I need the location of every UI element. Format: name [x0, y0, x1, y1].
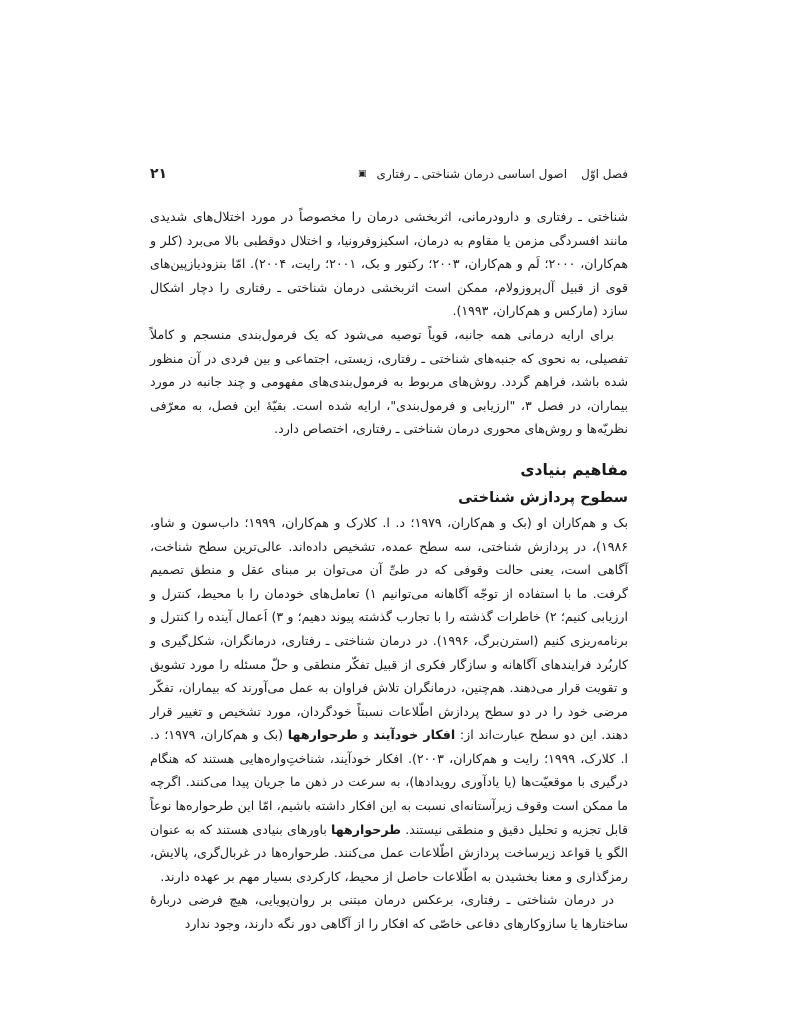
paragraph-4: در درمان شناختی ـ رفتاری، برعکس درمان مبتنی بر روان‌پویایی، هیچ فرضی دربارهٔ ساختارها یا سازوکارهای دفاعی خاصّی که افکار را از آگاهی دور نگه دارند، وجود ندارد: [150, 892, 628, 932]
running-header: [150, 164, 628, 184]
section-heading: مفاهیم بنیادی: [520, 460, 628, 479]
term-schemas-2: طرحوارهها: [331, 821, 402, 837]
conjunction: و: [357, 727, 374, 743]
paragraph-3: [150, 511, 628, 889]
term-automatic-thoughts: افکار خودآیند: [373, 727, 456, 743]
paragraph-2: برای ارایه درمانی همه جانبه، قویاً توصیه می‌شود که یک فرمول‌بندی منسجم و کاملاً تفصیلی، به نحوی که جنبه‌های شناختی ـ رفتاری، زیستی، اجتماعی و بین فردی در آن منظور شده باشد، فراهم گردد. روش‌های مربوط به فرمول‌بندی‌های مفهومی و چند جانبه در مورد بیماران، در فصل ۳، "ارزیابی و فرمول‌بندی"، ارایه شده است. بقیّهٔ این فصل، به معرّفی نظریّه‌ها و روش‌های محوری درمان شناختی ـ رفتاری، اختصاص دارد.: [150, 326, 629, 437]
square-icon: ▣: [358, 169, 367, 179]
header-title: اصول اساسی درمان شناختی ـ رفتاری: [376, 167, 568, 181]
paragraph-3-end: باورهای بنیادی هستند که به عنوان الگو یا قواعد زیرساخت پردازش اطّلاعات عمل می‌کنند. طرحواره‌ها در غربال‌گری، پالایش، رمزگذاری و معنا بخشیدن به اطّلاعات حاصل از محیط، کارکردی بسیار مهم بر عهده دارند.: [150, 821, 628, 884]
paragraph-1: شناختی ـ رفتاری و دارودرمانی، اثربخشی درمان را مخصوصاً در مورد اختلال‌های شدیدی مانند افسردگی مزمن یا مقاوم به درمان، اسکیزوفرونیا، و اختلال دوقطبی بالا می‌برد (کلر و هم‌کاران، ۲۰۰۰؛ لَم و هم‌کاران، ۲۰۰۳؛ رکتور و بک، ۲۰۰۱؛ رایت، ۲۰۰۴). امّا بنزودیازپین‌های قوی از قبیل آل‌پروزولام، ممکن است اثربخشی درمان شناختی ـ رفتاری را دچار اشکال سازد (مارکس و هم‌کاران، ۱۹۹۳).: [150, 209, 628, 319]
chapter-label: فصل اوّل: [581, 167, 628, 181]
term-schemas: طرحوارهها: [287, 727, 358, 743]
paragraph-3-rest: (بک و هم‌کاران، ۱۹۷۹؛ د. ا. کلارک، ۱۹۹۹؛ رایت و هم‌کاران، ۲۰۰۳). افکار خودآیند، شناختِ‌واره‌هایی هستند که هنگام درگیری با موقعیّت‌ها (یا یادآوری رویدادها)، به سرعت در ذهن ما جریان پیدا می‌کنند. اگرچه ما ممکن است وقوف زیرآستانه‌ای نسبت به این افکار داشته باشیم، امّا این طرحواره‌ها نوعاً قابل تجزیه و تحلیل دقیق و منطقی نیستند.: [150, 727, 628, 837]
body-text: [150, 205, 628, 936]
paragraph-3-text: بک و هم‌کاران او (بک و هم‌کاران، ۱۹۷۹؛ د. ا. کلارک و هم‌کاران، ۱۹۹۹؛ داب‌سون و شاو، ۱۹۸۶)، در پردازش شناختی، سه سطح عمده، تشخیص داده‌اند. عالی‌ترین سطح شناخت، آگاهی است، یعنی حالت وقوفی که در طیِّ آن می‌توان بر مبنای عقل و منطق تصمیم گرفت. ما با استفاده از توجّه آگاهانه می‌توانیم ۱) تعامل‌های خودمان را با محیط، کنترل و ارزیابی کنیم؛ ۲) خاطرات گذشته را با تجارب گذشته پیوند دهیم؛ و ۳) اَعمال آینده را کنترل و برنامه‌ریزی کنیم (استرن‌برگ، ۱۹۹۶). در درمان شناختی ـ رفتاری، درمانگران، شکل‌گیری و کاربُرد فرایندهای آگاهانه و سازگار فکری از قبیل تفکّر منطقی و حلّ مسئله را مورد تشویق و تقویت قرار می‌دهند. هم‌چنین، درمانگران تلاش فراوان به عمل می‌آورند که بیماران، تفکّر مرضی خود را در دو سطح پردازش اطّلاعات نسبتاً خودگردان، مورد تشخیص و تغییر قرار دهند. این دو سطح عبارت‌اند از:: [150, 514, 628, 743]
page-number: ۲۱: [150, 166, 168, 182]
subsection-heading: سطوح پردازش شناختی: [458, 489, 628, 506]
